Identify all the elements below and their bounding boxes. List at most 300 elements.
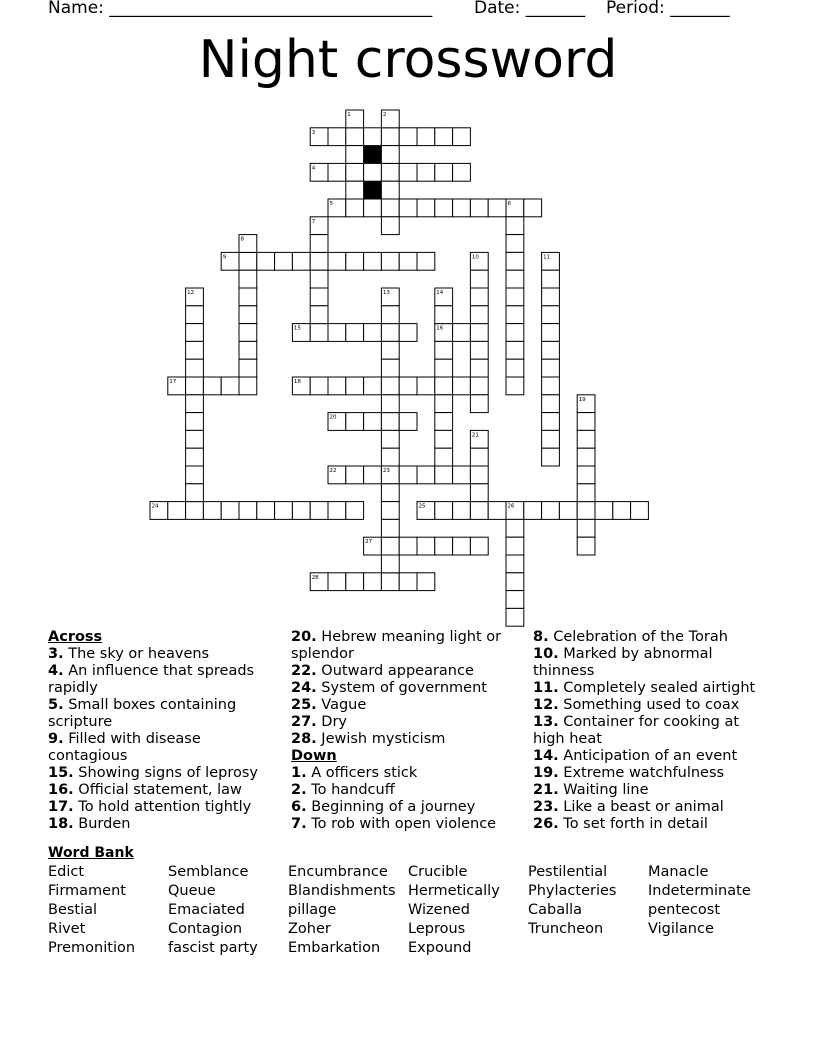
grid-cell[interactable] [470,199,488,217]
down-clue-number: 26. [533,816,559,832]
word-bank-item: Embarkation [288,940,381,956]
grid-cell[interactable] [435,502,453,520]
grid-cell[interactable] [435,448,453,466]
grid-clue-number: 16 [436,325,444,332]
grid-cell[interactable] [470,377,488,395]
word-bank-item: pillage [288,902,337,918]
grid-cell[interactable] [186,466,204,484]
across-clue-number: 5. [48,697,64,713]
grid-cell[interactable] [577,484,595,502]
grid-cell[interactable] [346,199,364,217]
down-clue-number: 6. [291,799,307,815]
across-clue-text: Hebrew meaning light or splendor [291,629,502,662]
grid-cell[interactable] [399,199,417,217]
grid-cell[interactable] [470,466,488,484]
grid-cell[interactable] [364,573,382,591]
grid-cell[interactable] [364,199,382,217]
across-clue-number: 16. [48,782,74,798]
grid-cell[interactable] [381,413,399,431]
grid-cell[interactable] [453,466,471,484]
grid-cell[interactable] [506,519,524,537]
grid-cell[interactable] [239,377,257,395]
across-clue [291,731,521,748]
down-clues-continued [533,629,768,833]
word-bank-item: Contagion [168,921,243,937]
grid-cell[interactable] [542,270,560,288]
down-heading: Down [291,748,337,764]
grid-cell[interactable] [470,288,488,306]
grid-cell[interactable] [328,573,346,591]
word-bank-item: Queue [168,883,216,899]
grid-cell[interactable] [310,235,328,253]
across-clue-number: 24. [291,680,317,696]
word-bank-item: pentecost [648,902,721,918]
grid-cell[interactable] [381,537,399,555]
grid-cell[interactable] [470,306,488,324]
word-bank-item: Phylacteries [528,883,617,899]
grid-cell[interactable] [577,448,595,466]
down-clue [533,646,768,680]
grid-cell[interactable] [381,573,399,591]
grid-cell[interactable] [470,341,488,359]
grid-cell[interactable] [275,252,293,270]
word-bank-item: Leprous [408,921,466,937]
grid-clue-number: 7 [311,218,316,225]
grid-cell[interactable] [364,466,382,484]
grid-clue-number: 6 [507,201,511,207]
grid-cell[interactable] [399,324,417,342]
word-bank-item: Caballa [528,902,583,918]
across-clue-number: 25. [291,697,317,713]
across-clue [291,663,521,680]
grid-cell[interactable] [613,502,631,520]
grid-cell[interactable] [203,502,221,520]
grid-cell[interactable] [328,128,346,146]
across-clue [48,646,278,663]
blocked-cell [364,146,382,164]
grid-cell[interactable] [328,163,346,181]
word-bank-item: Manacle [648,864,709,880]
grid-cell[interactable] [346,324,364,342]
grid-cell[interactable] [470,324,488,342]
down-clue-text: Completely sealed airtight [558,680,756,696]
grid-cell[interactable] [470,395,488,413]
down-clue [291,799,521,816]
grid-cell[interactable] [577,502,595,520]
grid-cell[interactable] [488,199,506,217]
across-clue [291,629,521,663]
grid-cell[interactable] [364,163,382,181]
grid-cell[interactable] [399,377,417,395]
period-field-label[interactable]: Period: _______ [606,0,730,18]
across-clues-continued [291,629,521,833]
down-clue-text: Waiting line [558,782,649,798]
grid-cell[interactable] [346,128,364,146]
grid-cell[interactable] [346,163,364,181]
down-clue [291,782,521,799]
grid-cell[interactable] [595,502,613,520]
grid-cell[interactable] [470,359,488,377]
grid-cell[interactable] [417,377,435,395]
grid-cell[interactable] [239,502,257,520]
across-clue-text: Filled with disease contagious [48,731,201,764]
grid-cell[interactable] [506,591,524,609]
grid-clue-number: 8 [240,236,244,243]
grid-cell[interactable] [239,306,257,324]
grid-cell[interactable] [542,430,560,448]
word-bank-item: Wizened [408,902,470,918]
grid-cell[interactable] [542,288,560,306]
word-bank-item: Hermetically [408,883,500,899]
down-clue-text: Anticipation of an event [558,748,738,764]
grid-cell[interactable] [506,359,524,377]
grid-cell[interactable] [577,466,595,484]
grid-cell[interactable] [346,377,364,395]
grid-cell[interactable] [417,128,435,146]
grid-cell[interactable] [542,341,560,359]
grid-cell[interactable] [399,466,417,484]
grid-cell[interactable] [506,288,524,306]
grid-cell[interactable] [221,377,239,395]
blocked-cell [364,181,382,199]
grid-cell[interactable] [417,573,435,591]
grid-cell[interactable] [577,537,595,555]
grid-cell[interactable] [186,341,204,359]
word-bank-item: Blandishments [288,883,396,899]
grid-cell[interactable] [399,252,417,270]
grid-cell[interactable] [506,235,524,253]
down-clue-number: 1. [291,765,307,781]
grid-clue-number: 19 [578,396,586,403]
grid-cell[interactable] [186,306,204,324]
word-bank-item: Premonition [48,940,136,956]
grid-cell[interactable] [186,413,204,431]
down-clue-text: Something used to coax [558,697,740,713]
grid-cell[interactable] [435,466,453,484]
grid-cell[interactable] [542,324,560,342]
grid-cell[interactable] [257,502,275,520]
grid-cell[interactable] [168,502,186,520]
grid-cell[interactable] [577,430,595,448]
grid-cell[interactable] [435,413,453,431]
grid-cell[interactable] [453,377,471,395]
grid-cell[interactable] [364,377,382,395]
grid-cell[interactable] [328,502,346,520]
grid-cell[interactable] [381,484,399,502]
grid-cell[interactable] [257,252,275,270]
grid-clue-number: 23 [382,468,390,474]
grid-cell[interactable] [453,502,471,520]
down-clue [533,680,768,697]
grid-cell[interactable] [381,252,399,270]
grid-cell[interactable] [542,413,560,431]
down-clue-text: To set forth in detail [558,816,708,832]
grid-cell[interactable] [435,537,453,555]
grid-clue-number: 4 [311,165,316,172]
grid-clue-number: 11 [543,254,551,261]
down-clue-text: Marked by abnormal thinness [533,646,713,679]
grid-cell[interactable] [506,537,524,555]
across-clue-text: Vague [316,697,367,713]
grid-cell[interactable] [381,324,399,342]
down-clue-text: To rob with open violence [306,816,497,832]
across-clue-text: Outward appearance [316,663,474,679]
grid-cell[interactable] [203,377,221,395]
grid-cell[interactable] [417,163,435,181]
grid-cell[interactable] [417,252,435,270]
grid-cell[interactable] [239,341,257,359]
grid-cell[interactable] [470,448,488,466]
grid-cell[interactable] [453,163,471,181]
grid-cell[interactable] [453,199,471,217]
grid-cell[interactable] [417,199,435,217]
grid-cell[interactable] [364,324,382,342]
across-clue [291,680,521,697]
across-clue [48,816,278,833]
grid-cell[interactable] [381,502,399,520]
down-clue [291,765,521,782]
down-clue-number: 8. [533,629,549,645]
across-clue [291,714,521,731]
grid-cell[interactable] [239,270,257,288]
across-clues [48,629,278,833]
grid-cell[interactable] [186,395,204,413]
grid-cell[interactable] [577,413,595,431]
grid-cell[interactable] [221,502,239,520]
grid-cell[interactable] [381,306,399,324]
across-clue [48,799,278,816]
grid-cell[interactable] [346,181,364,199]
grid-cell[interactable] [292,252,310,270]
grid-cell[interactable] [399,537,417,555]
down-clue-text: To handcuff [306,782,395,798]
grid-cell[interactable] [310,288,328,306]
down-clue [291,816,521,833]
grid-cell[interactable] [310,502,328,520]
grid-cell[interactable] [328,252,346,270]
grid-cell[interactable] [328,377,346,395]
grid-cell[interactable] [381,341,399,359]
across-clue-number: 15. [48,765,74,781]
grid-cell[interactable] [453,324,471,342]
grid-cell[interactable] [186,377,204,395]
grid-cell[interactable] [488,502,506,520]
grid-cell[interactable] [364,252,382,270]
grid-cell[interactable] [186,430,204,448]
grid-cell[interactable] [435,341,453,359]
word-bank-item: Vigilance [648,921,714,937]
down-clue-number: 2. [291,782,307,798]
grid-cell[interactable] [453,537,471,555]
grid-cell[interactable] [506,573,524,591]
across-clue-text: Burden [73,816,131,832]
grid-cell[interactable] [470,502,488,520]
grid-cell[interactable] [399,163,417,181]
grid-cell[interactable] [346,502,364,520]
grid-cell[interactable] [542,377,560,395]
grid-cell[interactable] [381,448,399,466]
grid-cell[interactable] [346,466,364,484]
grid-clue-number: 20 [329,414,337,421]
word-bank-title: Word Bank [48,845,134,861]
grid-cell[interactable] [506,608,524,626]
down-clue-number: 13. [533,714,559,730]
across-clue-text: Official statement, law [73,782,242,798]
grid-clue-number: 13 [382,290,390,296]
word-bank-item: Crucible [408,864,468,880]
grid-cell[interactable] [542,502,560,520]
grid-clue-number: 12 [187,290,195,296]
grid-cell[interactable] [542,448,560,466]
grid-cell[interactable] [399,573,417,591]
word-bank-item: Edict [48,864,85,880]
name-field-label[interactable]: Name: ______________________________________ [48,0,433,18]
grid-cell[interactable] [435,377,453,395]
down-clue [533,697,768,714]
grid-cell[interactable] [239,252,257,270]
grid-cell[interactable] [506,252,524,270]
date-field-label[interactable]: Date: _______ [474,0,586,18]
grid-cell[interactable] [239,288,257,306]
grid-cell[interactable] [435,163,453,181]
grid-cell[interactable] [381,519,399,537]
grid-clue-number: 21 [471,432,479,439]
grid-cell[interactable] [186,484,204,502]
grid-cell[interactable] [542,395,560,413]
grid-clue-number: 26 [507,503,515,510]
grid-clue-number: 28 [311,574,319,581]
grid-cell[interactable] [506,306,524,324]
grid-cell[interactable] [186,324,204,342]
down-clue [533,816,768,833]
grid-cell[interactable] [239,324,257,342]
grid-cell[interactable] [506,377,524,395]
grid-cell[interactable] [381,128,399,146]
word-bank-item: Truncheon [528,921,604,937]
down-clue [533,799,768,816]
grid-cell[interactable] [470,484,488,502]
across-clue-number: 27. [291,714,317,730]
grid-cell[interactable] [310,306,328,324]
grid-cell[interactable] [417,537,435,555]
grid-cell[interactable] [506,555,524,573]
grid-cell[interactable] [381,217,399,235]
down-clue-text: Container for cooking at high heat [533,714,740,747]
grid-cell[interactable] [186,359,204,377]
word-bank-item: Encumbrance [288,864,388,880]
grid-cell[interactable] [435,199,453,217]
down-clue-number: 7. [291,816,307,832]
grid-cell[interactable] [346,146,364,164]
grid-cell[interactable] [275,502,293,520]
word-bank-item: Rivet [48,921,86,937]
grid-cell[interactable] [506,324,524,342]
down-clue-number: 10. [533,646,559,662]
down-clue-number: 19. [533,765,559,781]
grid-cell[interactable] [506,270,524,288]
grid-cell[interactable] [417,466,435,484]
down-clue [533,765,768,782]
grid-cell[interactable] [453,128,471,146]
grid-cell[interactable] [346,413,364,431]
grid-cell[interactable] [239,359,257,377]
grid-cell[interactable] [381,395,399,413]
grid-cell[interactable] [310,324,328,342]
down-clue-text: Like a beast or animal [558,799,724,815]
grid-cell[interactable] [524,502,542,520]
grid-clue-number: 22 [329,468,337,474]
down-clue-number: 21. [533,782,559,798]
word-bank-item: Semblance [168,864,249,880]
grid-cell[interactable] [310,252,328,270]
grid-cell[interactable] [310,270,328,288]
grid-cell[interactable] [364,128,382,146]
grid-cell[interactable] [470,270,488,288]
grid-cell[interactable] [346,252,364,270]
grid-cell[interactable] [381,146,399,164]
grid-cell[interactable] [435,395,453,413]
down-clue [533,748,768,765]
grid-cell[interactable] [631,502,649,520]
grid-cell[interactable] [186,448,204,466]
across-clue-number: 20. [291,629,317,645]
grid-cell[interactable] [399,128,417,146]
grid-cell[interactable] [186,502,204,520]
grid-cell[interactable] [381,359,399,377]
grid-cell[interactable] [577,519,595,537]
grid-cell[interactable] [435,128,453,146]
grid-cell[interactable] [292,502,310,520]
down-clue-text: Beginning of a journey [306,799,476,815]
grid-cell[interactable] [328,324,346,342]
grid-cell[interactable] [381,199,399,217]
grid-cell[interactable] [381,163,399,181]
across-clue-text: The sky or heavens [63,646,210,662]
word-bank-item: Zoher [288,921,331,937]
grid-cell[interactable] [542,359,560,377]
grid-cell[interactable] [559,502,577,520]
grid-cell[interactable] [435,359,453,377]
grid-cell[interactable] [506,217,524,235]
grid-cell[interactable] [310,377,328,395]
grid-cell[interactable] [542,306,560,324]
grid-cell[interactable] [435,306,453,324]
down-clue-number: 23. [533,799,559,815]
across-clue-number: 4. [48,663,64,679]
down-clue [533,782,768,799]
across-clue [48,765,278,782]
across-clue-text: To hold attention tightly [73,799,252,815]
grid-cell[interactable] [435,430,453,448]
grid-cell[interactable] [381,377,399,395]
grid-cell[interactable] [381,181,399,199]
down-clue-number: 12. [533,697,559,713]
grid-cell[interactable] [381,430,399,448]
grid-cell[interactable] [506,341,524,359]
down-clue-text: Extreme watchfulness [558,765,725,781]
grid-cell[interactable] [346,573,364,591]
grid-clue-number: 3 [311,129,316,136]
down-clue [533,629,768,646]
across-clue-number: 28. [291,731,317,747]
grid-clue-number: 15 [293,325,301,332]
grid-cell[interactable] [364,413,382,431]
grid-cell[interactable] [524,199,542,217]
grid-cell[interactable] [399,413,417,431]
down-clue-number: 11. [533,680,559,696]
grid-cell[interactable] [381,555,399,573]
grid-cell[interactable] [470,537,488,555]
